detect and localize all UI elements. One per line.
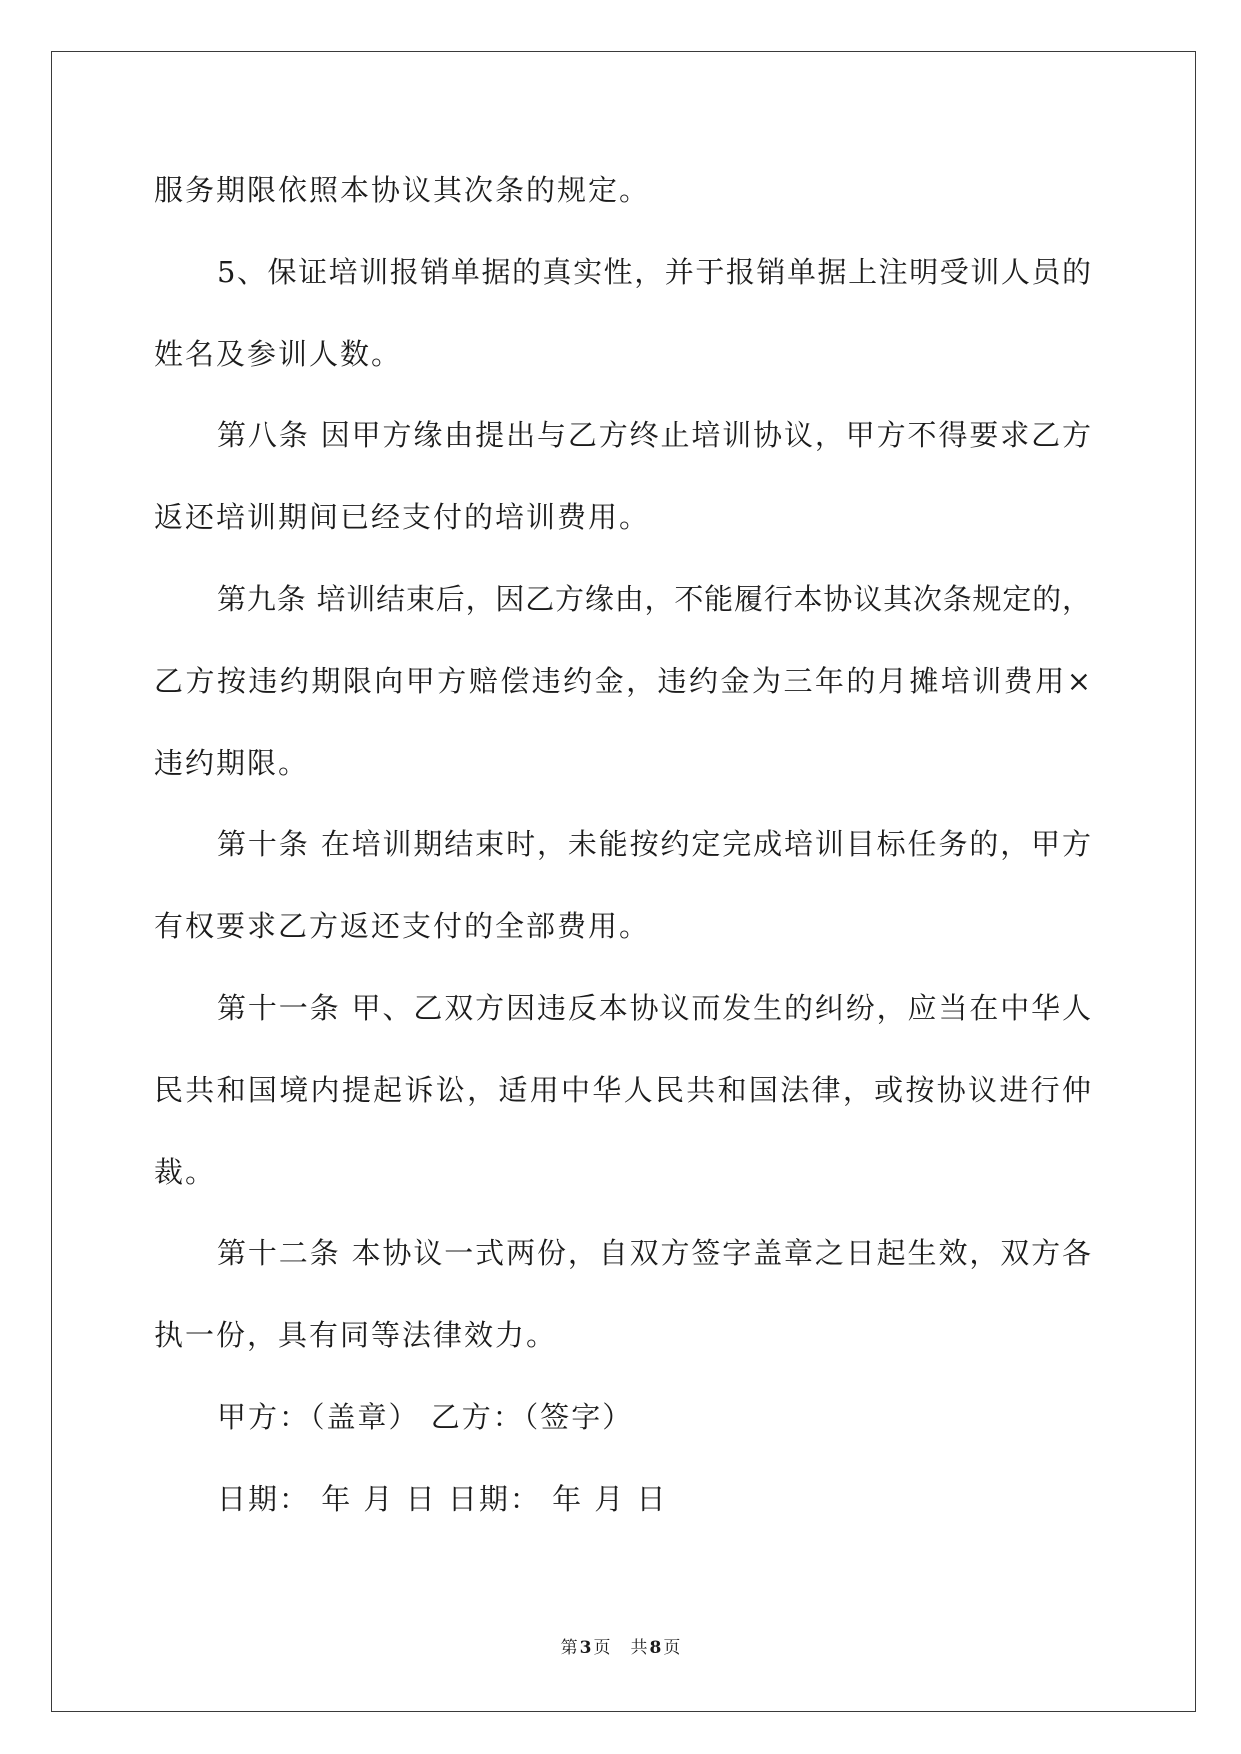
paragraph-line: 5、保证培训报销单据的真实性，并于报销单据上注明受训人员的 [217,254,1091,289]
signature-block [154,1377,1091,1459]
document-body [154,150,1091,1541]
clause-line: 执一份，具有同等法律效力。 [154,1318,558,1353]
clause-11 [154,968,1091,1213]
total-prefix: 共 [630,1638,648,1658]
clause-line: 第十二条 本协议一式两份，自双方签字盖章之日起生效，双方各 [217,1236,1091,1271]
total-page-count: 8 [649,1638,662,1658]
clause-line: 民共和国境内提起诉讼，适用中华人民共和国法律，或按协议进行仲 [154,1072,1091,1107]
clause-line: 乙方按违约期限向甲方赔偿违约金，违约金为三年的月摊培训费用× [154,663,1091,698]
current-page-number: 3 [579,1638,592,1658]
total-pages [631,1638,681,1658]
signature-line: 甲方：（盖章） 乙方：（签字） [217,1399,634,1434]
clause-line: 返还培训期间已经支付的培训费用。 [154,500,651,535]
clause-line: 违约期限。 [154,745,310,780]
clause-10 [154,804,1091,968]
paragraph-line: 服务期限依照本协议其次条的规定。 [154,173,651,207]
clause-line: 第八条 因甲方缘由提出与乙方终止培训协议，甲方不得要求乙方 [217,418,1091,453]
clause-line: 第十一条 甲、乙双方因违反本协议而发生的纠纷，应当在中华人 [217,990,1091,1025]
page-footer [0,1636,1241,1660]
paragraph-continued [154,150,1091,232]
paragraph-line: 姓名及参训人数。 [154,336,403,371]
clause-line: 有权要求乙方返还支付的全部费用。 [154,909,651,944]
date-block [154,1459,1091,1541]
date-line: 日期： 年 月 日 日期： 年 月 日 [217,1481,668,1516]
clause-9 [154,559,1091,804]
paragraph-item-5 [154,232,1091,396]
clause-line: 裁。 [154,1154,217,1189]
clause-8 [154,395,1091,559]
total-suffix: 页 [663,1638,681,1658]
page-number [561,1638,611,1658]
clause-line: 第九条 培训结束后，因乙方缘由，不能履行本协议其次条规定的， [217,581,1091,616]
clause-line: 第十条 在培训期结束时，未能按约定完成培训目标任务的，甲方 [217,827,1091,862]
clause-12 [154,1213,1091,1377]
page-suffix: 页 [593,1638,611,1658]
page-prefix: 第 [560,1638,578,1658]
